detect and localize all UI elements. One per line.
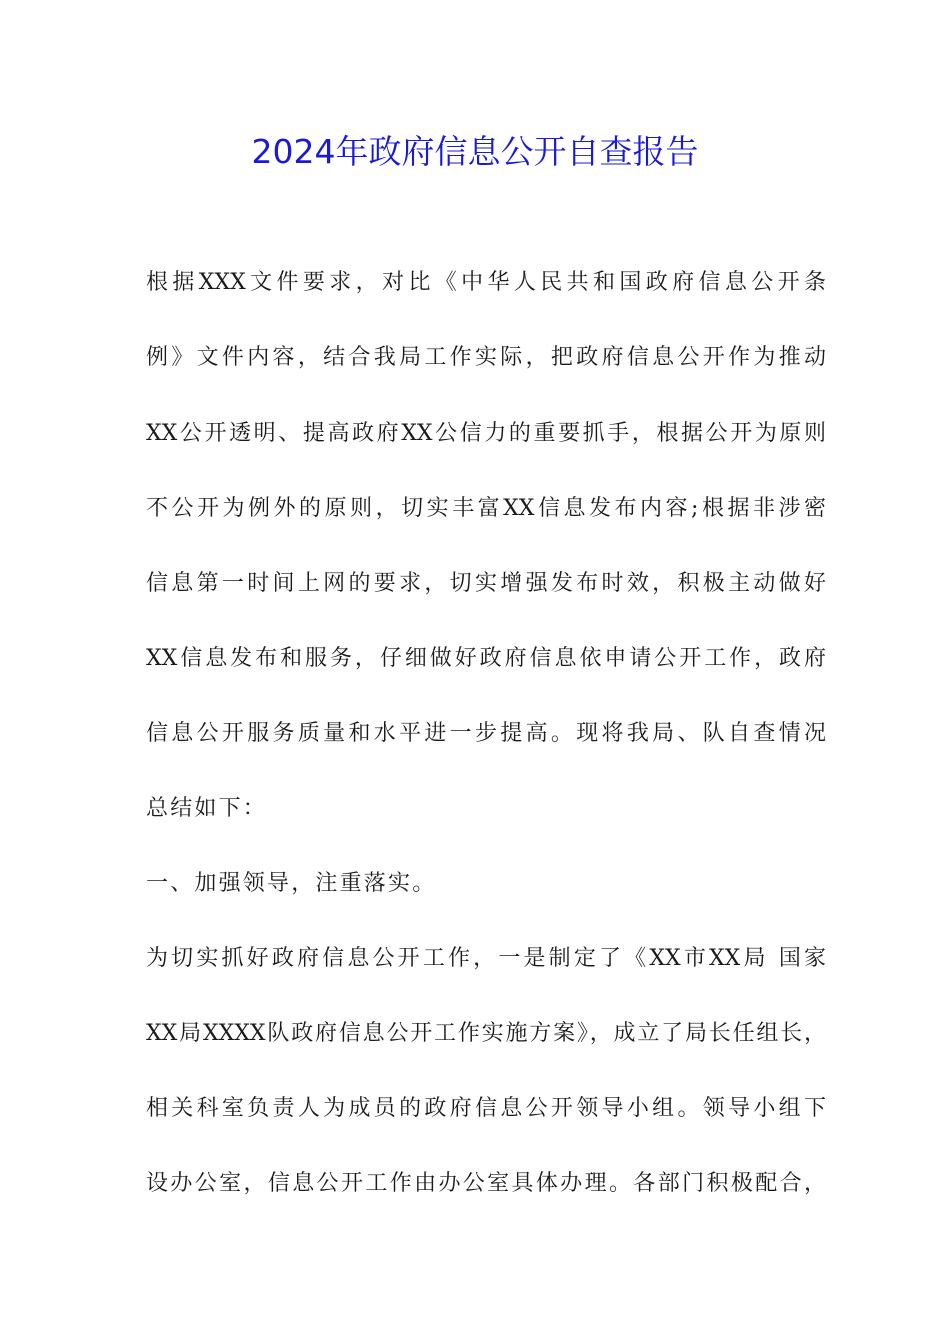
paragraph-line: XX局XXXX队政府信息公开工作实施方案》，成立了局长任组长， bbox=[146, 1021, 826, 1046]
paragraph-line: 根据XXX文件要求，对比《中华人民共和国政府信息公开条 bbox=[146, 270, 826, 295]
paragraph-line: 信息第一时间上网的要求，切实增强发布时效，积极主动做好 bbox=[146, 571, 826, 596]
paragraph-line: 信息公开服务质量和水平进一步提高。现将我局、队自查情况 bbox=[146, 721, 826, 746]
paragraph-line: 总结如下： bbox=[146, 796, 268, 821]
paragraph-line: 不公开为例外的原则，切实丰富XX信息发布内容;根据非涉密 bbox=[146, 496, 826, 521]
paragraph-line: XX公开透明、提高政府XX公信力的重要抓手，根据公开为原则 bbox=[146, 421, 826, 446]
document-title: 2024年政府信息公开自查报告 bbox=[251, 132, 699, 171]
paragraph-line: 相关科室负责人为成员的政府信息公开领导小组。领导小组下 bbox=[146, 1096, 826, 1121]
paragraph-line: 设办公室，信息公开工作由办公室具体办理。各部门积极配合， bbox=[146, 1171, 826, 1196]
paragraph-line: 例》文件内容，结合我局工作实际，把政府信息公开作为推动 bbox=[146, 345, 826, 370]
paragraph-line: XX信息发布和服务，仔细做好政府信息依申请公开工作，政府 bbox=[146, 646, 826, 671]
section-heading: 一、加强领导，注重落实。 bbox=[146, 871, 437, 896]
paragraph-line: 为切实抓好政府信息公开工作，一是制定了《XX市XX局 国家 bbox=[146, 946, 826, 971]
